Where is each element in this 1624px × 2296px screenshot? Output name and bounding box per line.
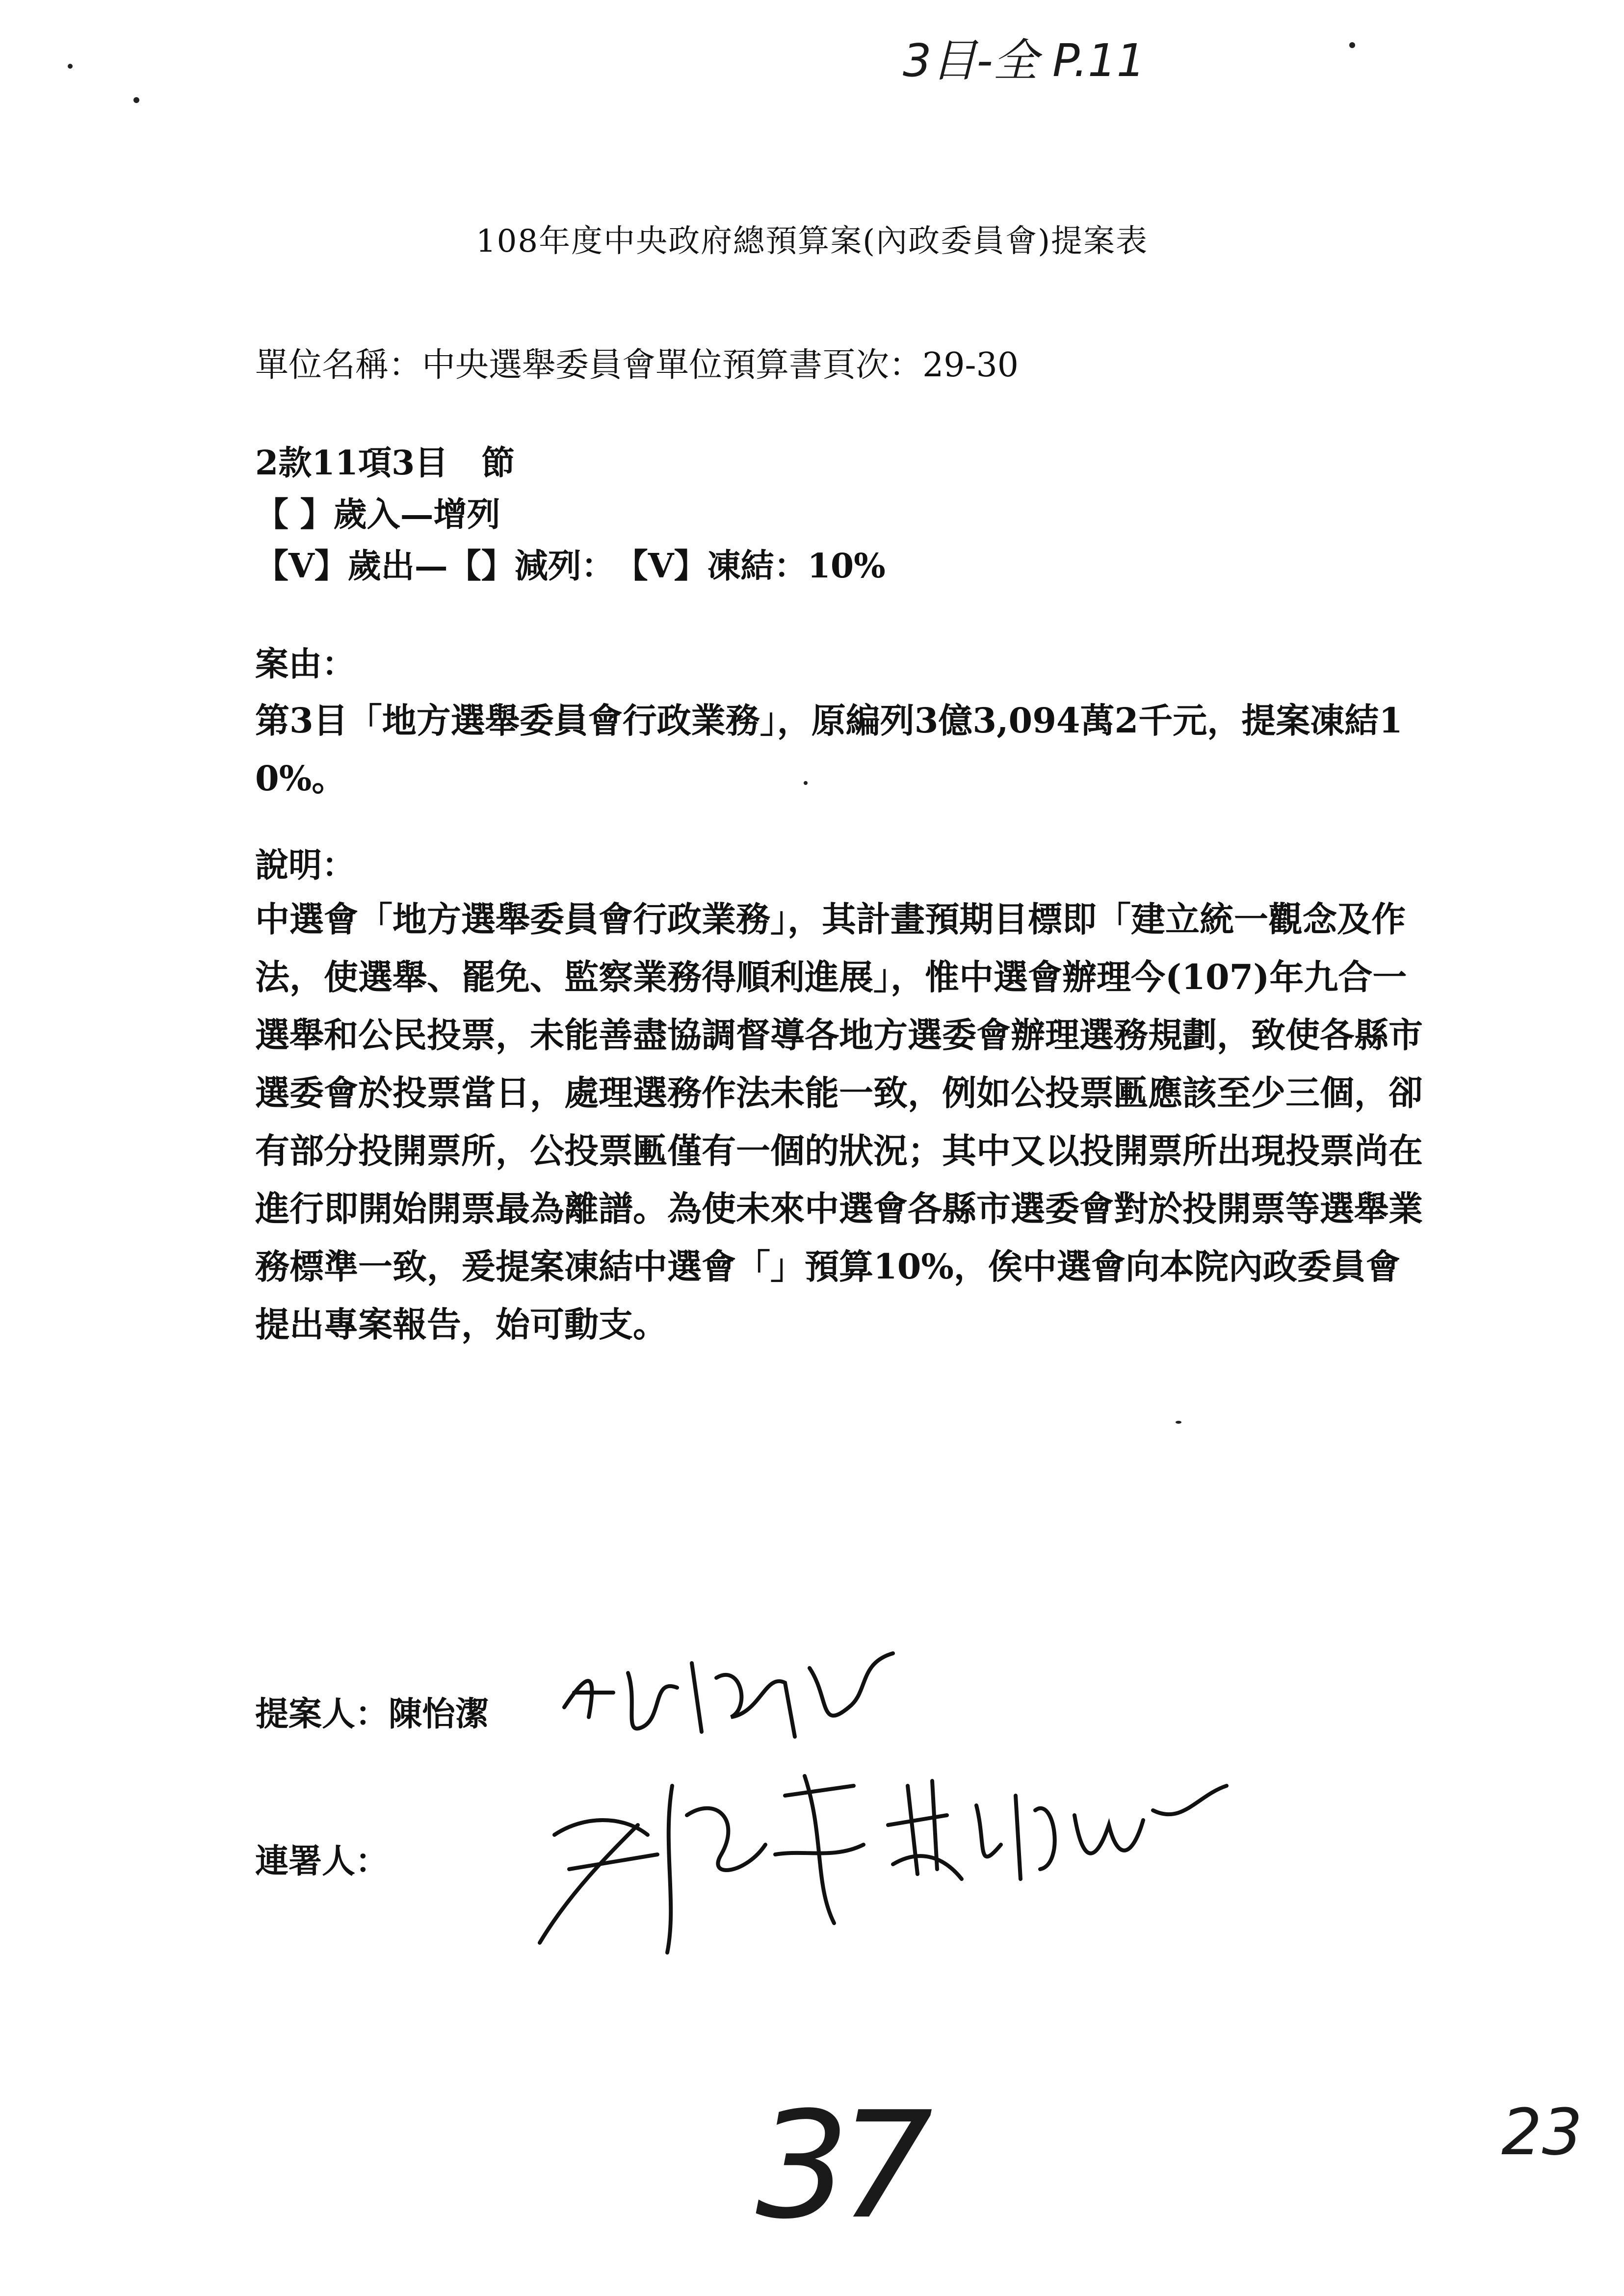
cosigner-signature-2 [878,1766,1231,1894]
explanation-label: 說明： [255,846,356,885]
scan-speck [1176,1421,1181,1424]
section-line: 2款11項3目 節 [255,444,515,483]
reason-label: 案由： [255,645,356,684]
cosigner-label: 連署人： [255,1842,389,1881]
proposer-signature [554,1634,898,1761]
handwritten-corner-number: 23 [1501,2095,1583,2169]
explanation-text: 中選會「地方選舉委員會行政業務」，其計畫預期目標即「建立統一觀念及作法，使選舉、罷免、監察業務得順利進展」，惟中選會辦理今(107)年九合一選舉和公民投票，未能善盡協調督導各地方選委會辦理選務規劃，致使各縣市選委會於投票當日，處理選務作法未能一致，例如公投票匭應該至少三個，卻有部分投開票所，公投票匭僅有一個的狀況；其中又以投開票所出現投票尚在進行即開始開票最為離譜。為使未來中選會各縣市選委會對於投開票等選舉業務標準一致，爰提案凍結中選會「」預算10%，俟中選會向本院內政委員會提出專案報告，始可動支。 [255,899,1423,1345]
unit-name-line: 單位名稱：中央選舉委員會單位預算書頁次：29-30 [255,346,1019,385]
cosigner-signature-1 [510,1756,883,1962]
scan-speck [133,97,139,103]
handwritten-header-note: 3目-全 P.11 [903,34,1146,87]
handwritten-page-number: 37 [756,2080,923,2251]
expenditure-line: 【V】歲出—【】減列： 【V】凍結：10% [255,547,886,586]
form-title: 108年度中央政府總預算案(內政委員會)提案表 [475,223,1149,260]
proposer-label: 提案人：陳怡潔 [255,1695,489,1734]
scan-speck [68,64,73,69]
reason-text: 第3目「地方選舉委員會行政業務」，原編列3億3,094萬2千元，提案凍結10%。 [255,700,1403,799]
revenue-line: 【 】歲入—增列 [255,495,500,534]
scan-speck [1349,42,1355,48]
